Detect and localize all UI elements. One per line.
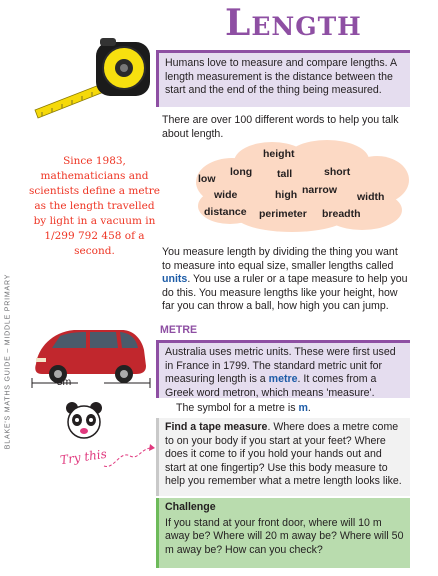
challenge-text: If you stand at your front door, where will 10 m away be? Where will 20 m away be? Where will 50 m away be? How can you check?	[165, 516, 404, 556]
tape-activity-heading: Find a tape measure	[165, 421, 268, 433]
page-title: LENGTH	[225, 2, 362, 44]
car-length-label: 5m	[56, 376, 72, 388]
try-this-label: Try this	[59, 446, 108, 468]
dashed-arrow-icon	[100, 440, 156, 472]
tape-measure-illustration	[30, 32, 155, 122]
fact-text: Since 1983, mathematicians and scientists define a metre as the length travelled by light in a vacuum in 1/299 792 458 of a second.	[29, 155, 160, 257]
challenge-box	[156, 498, 410, 568]
symbol-keyword: m	[298, 402, 308, 414]
word-width: width	[357, 191, 385, 203]
word-long: long	[230, 166, 253, 178]
metre-box: Australia uses metric units. These were first used in France in 1799. The standard metric unit for measuring length is a metre. It comes from a Greek word metron, which means 'measure'.	[156, 340, 410, 398]
metre-heading: METRE	[160, 324, 198, 336]
word-tall: tall	[277, 168, 293, 180]
metre-keyword: metre	[268, 373, 298, 385]
word-height: height	[263, 148, 295, 160]
word-high: high	[275, 189, 298, 201]
tape-case	[96, 38, 150, 96]
tape-activity-box: Find a tape measure. Where does a metre come to on your body if you start at your feet? Where does it come to if you hold your hands out and start at one fingertip? Use this body measure to help you remember what a metre length looks like.	[156, 418, 410, 496]
word-breadth: breadth	[322, 208, 361, 220]
car-length-arrow	[30, 376, 152, 390]
sidebar-caption: BLAKE'S MATHS GUIDE – MIDDLE PRIMARY	[4, 273, 12, 450]
intro-box: Humans love to measure and compare lengths. A length measurement is the distance between the start and the end of the thing being measured.	[156, 50, 410, 107]
symbol-line: The symbol for a metre is m.	[176, 402, 311, 414]
units-keyword: units	[162, 273, 188, 285]
word-distance: distance	[204, 206, 247, 218]
word-perimeter: perimeter	[259, 208, 307, 220]
word-wide: wide	[214, 189, 238, 201]
words-intro: There are over 100 different words to help you talk about length.	[162, 114, 399, 140]
units-paragraph: You measure length by dividing the thing you want to measure into equal size, smaller lengths called units. You use a ruler or a tape measure to help you do this. You measure lengths like your height, how far you can throw a ball, how high you can jump.	[162, 246, 408, 312]
challenge-heading: Challenge	[165, 501, 216, 513]
word-narrow: narrow	[302, 184, 338, 196]
word-low: low	[198, 173, 216, 185]
word-cloud	[192, 140, 410, 232]
panda-mascot-icon	[64, 400, 104, 442]
word-short: short	[324, 166, 351, 178]
